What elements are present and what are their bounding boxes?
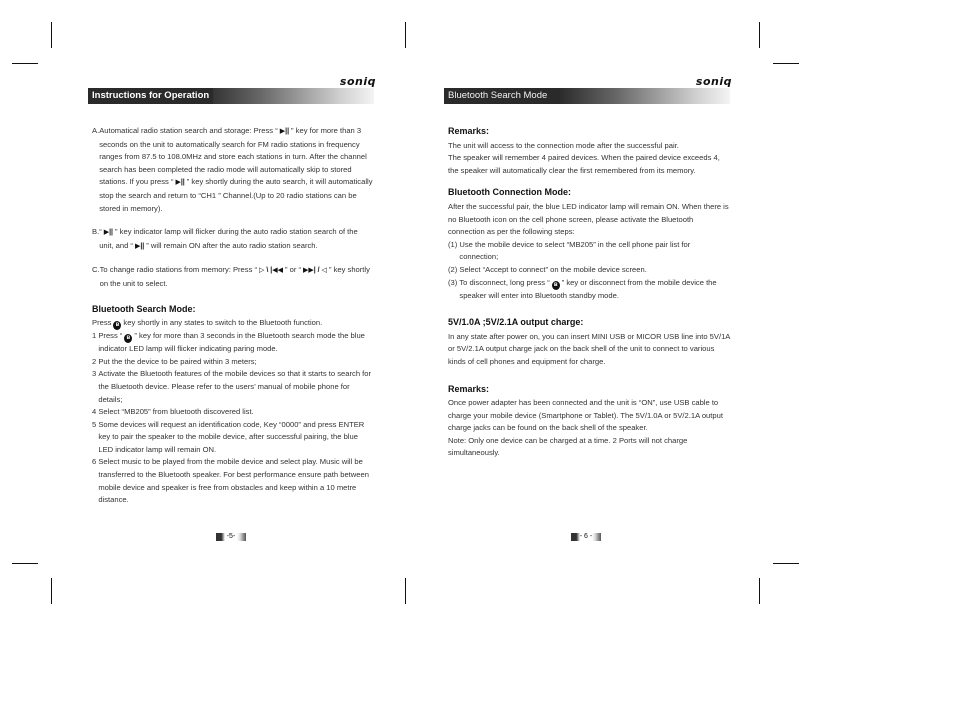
section-header-title: Instructions for Operation [88, 88, 213, 104]
remarks-text: Once power adapter has been connected and the unit is “ON”, use USB cable to charge your mobile device (Smartphone or Tablet). The 5V/1.0A or 5V/2.1A output charge jacks can be found on the back shell of the speaker. [448, 398, 723, 433]
manual-page-right [444, 0, 744, 716]
bluetooth-icon: ʙ [124, 334, 132, 343]
output-charge-heading: 5V/1.0A ;5V/2.1A output charge: [448, 317, 584, 328]
bluetooth-search-heading: Bluetooth Search Mode: [92, 303, 196, 314]
step-item: 1 Press “ ʙ ” key for more than 3 seconds in the Bluetooth search mode the blue indicator LED lamp will flicker indicating paring mode. [92, 331, 365, 354]
crop-mark [759, 22, 760, 48]
crop-mark [51, 22, 52, 48]
brand-logo: soniq [339, 75, 376, 88]
para-a: A. Automatical radio station search and storage: Press “ ▶|| ” key for more than 3 seconds on the unit to automatically search for FM radio stations in frequency ranges from 87.5 to 108.0MHz and store each stations in turn. After the channel search has been completed the radio mode will automatically skip to stored stations. If you press “ ▶|| ” key shortly during the auto search, it will automatically stop the search and return to “CH1 ” Channel.(Up to 20 radio stations can be stored in memory). [92, 126, 373, 213]
right-content [448, 125, 730, 460]
para-b: B. “ ▶|| ” key indicator lamp will flicker during the auto radio station search of the unit, and “ ▶|| ” will remain ON after the auto radio station search. [92, 226, 374, 253]
crop-mark [405, 22, 406, 48]
connection-step: (1) Use the mobile device to select “MB205” in the cell phone pair list for connection; [448, 239, 691, 262]
play-pause-icon: ▶|| [134, 242, 145, 250]
left-content [92, 125, 374, 507]
page-number: - 6 - [571, 533, 601, 541]
crop-mark [12, 563, 38, 564]
step-item: 6 Select music to be played from the mobile device and select play. Music will be transferred to the Bluetooth speaker. For best performance ensure path between mobile device and speaker is free from obstacles and keep within a 10 metre distance. [92, 457, 369, 505]
brand-logo: soniq [695, 75, 732, 88]
bluetooth-connection-heading: Bluetooth Connection Mode: [448, 187, 571, 198]
play-pause-icon: ▶|| [279, 128, 290, 135]
remarks-line: The speaker will remember 4 paired devices. When the paired device exceeds 4, the speaker will automatically clear the first remembered from its memory. [448, 153, 720, 175]
step-item: 5 Some devices will request an identification code, Key “0000” and press ENTER key to pair the speaker to the mobile device, after successful pairing, the blue LED indicator lamp will remain ON. [92, 419, 365, 454]
manual-page-left [88, 0, 388, 716]
play-pause-icon: ▶|| [175, 179, 185, 187]
next-track-icon: ▶▶| / ◁ [303, 267, 327, 275]
section-header-bar [88, 88, 374, 104]
connection-step: (2) Select “Accept to connect” on the mobile device screen. [448, 264, 647, 274]
remarks-heading: Remarks: [448, 383, 490, 394]
note-text: Note: Only one device can be charged at a time. 2 Ports will not charge simultaneously. [448, 435, 688, 458]
step-item: 2 Put the the device to be paired within 3 meters; [92, 356, 257, 366]
play-pause-icon: ▶|| [103, 229, 114, 237]
crop-mark [12, 63, 38, 64]
crop-mark [405, 578, 406, 604]
crop-mark [759, 578, 760, 604]
bluetooth-icon: ʙ [113, 321, 121, 330]
page-number: -5- [216, 533, 246, 541]
bluetooth-icon: ʙ [552, 281, 560, 290]
previous-track-icon: ▷ \ |◀◀ [259, 267, 283, 275]
remarks-heading: Remarks: [448, 126, 490, 136]
output-charge-text: In any state after power on, you can insert MINI USB or MICOR USB line into 5V/1A or 5V/2.1A output charge jack on the back shell of the unit to connect to various kinds of cell phones and equipment for charge. [448, 331, 730, 366]
para-c: C. To change radio stations from memory: Press “ ▷ \ |◀◀ ” or “ ▶▶| / ◁ ” key shortly on the unit to select. [92, 265, 370, 288]
step-item: 4 Select “MB205” from bluetooth discovered list. [92, 407, 254, 417]
connection-step: (3) To disconnect, long press “ ʙ ” key or disconnect from the mobile device the speaker will enter into Bluetooth standby mode. [448, 277, 717, 300]
section-header-bar [444, 88, 730, 104]
crop-mark [773, 63, 799, 64]
crop-mark [773, 563, 799, 564]
remarks-line: The unit will access to the connection mode after the successful pair. [448, 140, 679, 150]
bluetooth-intro: Press ʙ key shortly in any states to switch to the Bluetooth function. [92, 318, 323, 329]
section-header-title: Bluetooth Search Mode [444, 88, 551, 104]
crop-mark [51, 578, 52, 604]
connection-intro: After the successful pair, the blue LED indicator lamp will remain ON. When there is no Bluetooth icon on the cell phone screen, please activate the Bluetooth connection as per the following steps: [448, 201, 729, 237]
step-item: 3 Activate the Bluetooth features of the mobile devices so that it starts to search for the Bluetooth device. Please refer to the users’ manual of mobile phone for details; [92, 369, 372, 404]
